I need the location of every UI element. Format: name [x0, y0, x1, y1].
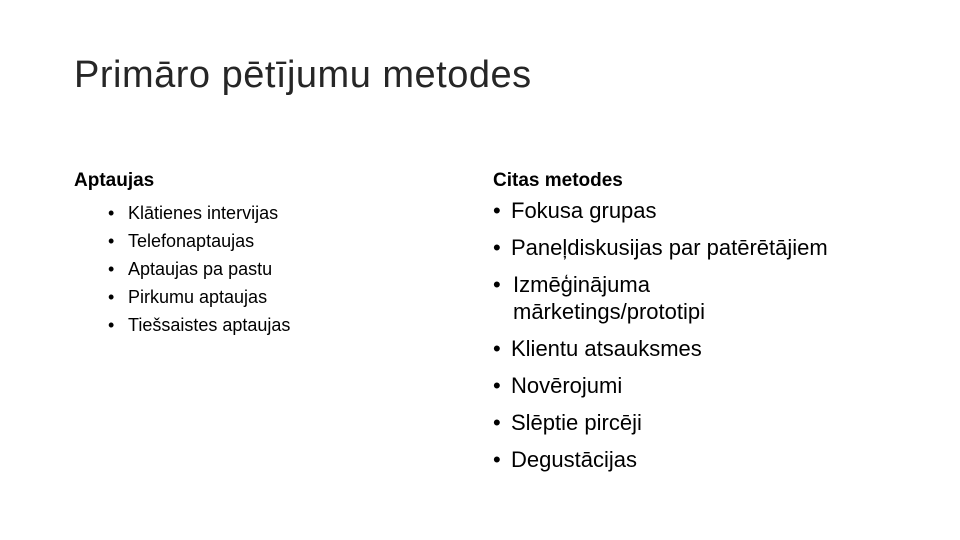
- list-item-line: mārketings/prototipi: [513, 299, 705, 324]
- list-item: • Aptaujas pa pastu: [108, 255, 290, 283]
- list-item: • Slēptie pircēji: [493, 409, 933, 436]
- list-item: • Telefonaptaujas: [108, 227, 290, 255]
- list-item: • Degustācijas: [493, 446, 933, 473]
- left-column-heading: Aptaujas: [74, 170, 155, 191]
- right-column-heading: Citas metodes: [493, 170, 623, 191]
- list-item: • Paneļdiskusijas par patērētājiem: [493, 234, 933, 261]
- list-item: • Pirkumu aptaujas: [108, 283, 290, 311]
- right-column-list: [493, 197, 933, 483]
- left-column-list: [108, 199, 290, 339]
- slide-title: Primāro pētījumu metodes: [74, 54, 532, 96]
- list-item: • Klātienes intervijas: [108, 199, 290, 227]
- list-item: • Tiešsaistes aptaujas: [108, 311, 290, 339]
- list-item: [493, 271, 933, 325]
- list-item: • Novērojumi: [493, 372, 933, 399]
- list-item: • Klientu atsauksmes: [493, 335, 933, 362]
- list-item: • Fokusa grupas: [493, 197, 933, 224]
- list-item-line: • Izmēģinājuma: [513, 272, 650, 297]
